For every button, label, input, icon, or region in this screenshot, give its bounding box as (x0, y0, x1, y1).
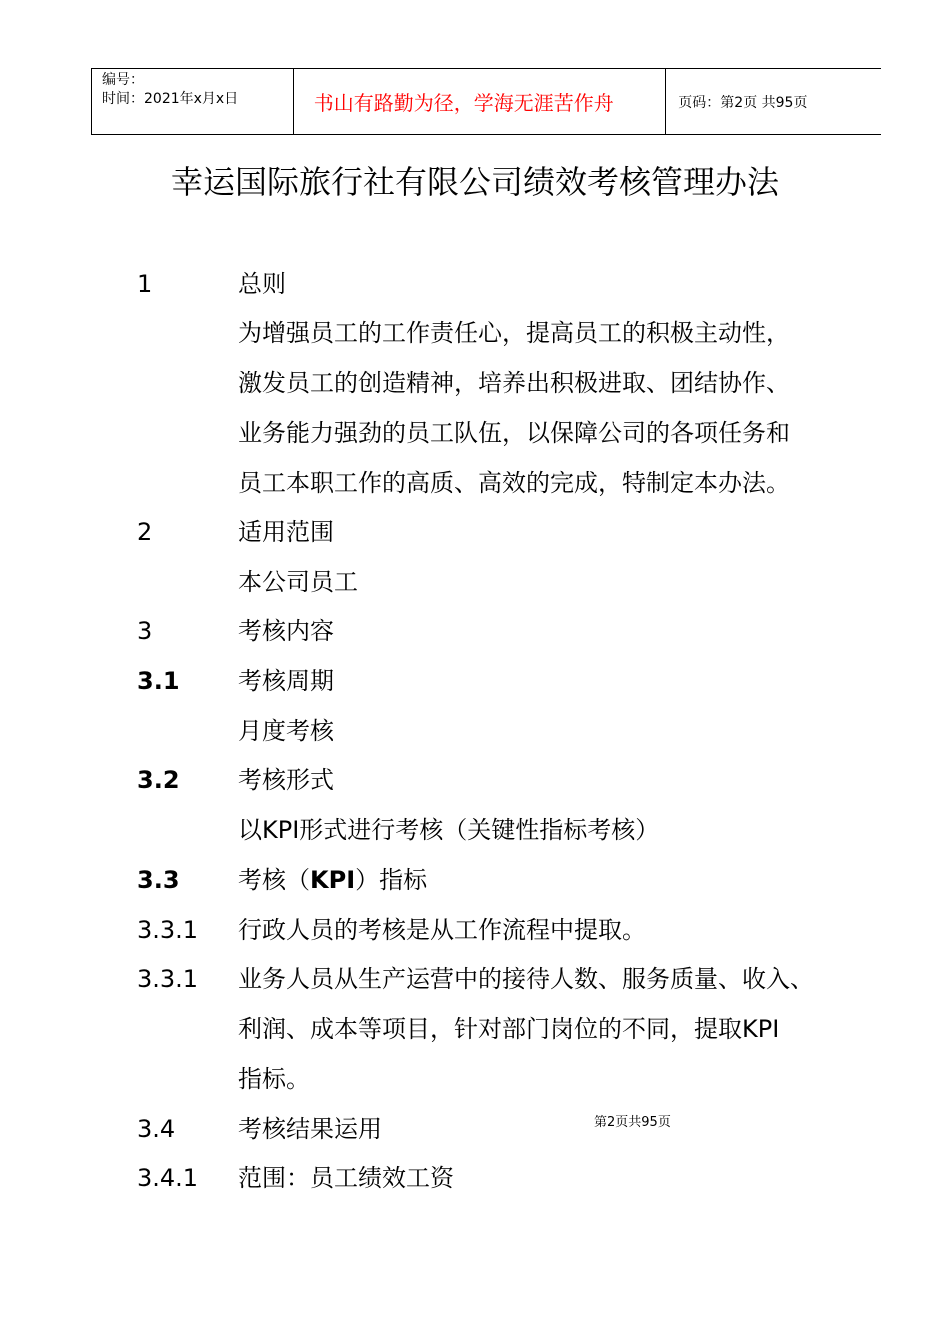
page-info: 页码：第2页 共95页 (678, 95, 808, 111)
section-row (0, 860, 950, 900)
header-meta-cell (92, 69, 294, 134)
time-label: 时间：2021年x月x日 (102, 91, 239, 107)
body-text: 月度考核 (238, 717, 334, 745)
section-heading: 考核内容 (238, 617, 334, 645)
paragraph-line (0, 810, 950, 850)
heading-suffix: ）指标 (355, 866, 428, 894)
section-heading: 考核结果运用 (238, 1115, 382, 1143)
section-row (0, 512, 950, 552)
body-text: 指标。 (238, 1065, 310, 1093)
section-row (0, 959, 950, 999)
body-text: 范围：员工绩效工资 (238, 1164, 454, 1192)
section-row (0, 760, 950, 800)
section-number: 3.1 (137, 667, 180, 695)
body-text: 为增强员工的工作责任心，提高员工的积极主动性， (238, 319, 790, 347)
heading-kpi: KPI (310, 866, 356, 894)
section-number: 2 (137, 518, 153, 546)
section-row (0, 264, 950, 304)
section-number: 1 (137, 270, 153, 298)
section-heading: 考核形式 (238, 766, 334, 794)
section-number: 3.4.1 (137, 1164, 199, 1192)
section-number: 3.3.1 (137, 965, 199, 993)
section-number: 3 (137, 617, 153, 645)
paragraph-line (0, 413, 950, 453)
section-heading: 适用范围 (238, 518, 334, 546)
body-text: 本公司员工 (238, 568, 358, 596)
section-number: 3.2 (137, 766, 180, 794)
paragraph-line (0, 1009, 950, 1049)
body-text: 激发员工的创造精神，培养出积极进取、团结协作、 (238, 369, 790, 397)
paragraph-line (0, 711, 950, 751)
section-row (0, 1158, 950, 1198)
document-title: 幸运国际旅行社有限公司绩效考核管理办法 (170, 163, 779, 201)
heading-prefix: 考核（ (238, 866, 310, 894)
paragraph-line (0, 1059, 950, 1099)
paragraph-line (0, 463, 950, 503)
header-motto-cell (294, 69, 667, 134)
serial-label: 编号： (102, 72, 144, 88)
motto-text: 书山有路勤为径，学海无涯苦作舟 (313, 91, 614, 115)
paragraph-line (0, 363, 950, 403)
page-footer: 第2页共95页 (594, 1115, 671, 1130)
section-row (0, 910, 950, 950)
section-heading: 总则 (238, 270, 286, 298)
body-text: 利润、成本等项目，针对部门岗位的不同，提取KPI (238, 1015, 780, 1043)
section-row (0, 661, 950, 701)
section-row (0, 611, 950, 651)
body-text: 员工本职工作的高质、高效的完成，特制定本办法。 (238, 469, 790, 497)
header-table (91, 68, 881, 135)
header-page-cell (666, 69, 881, 134)
paragraph-line (0, 313, 950, 353)
paragraph-line (0, 562, 950, 602)
body-text: 以KPI形式进行考核（关键性指标考核） (238, 816, 660, 844)
section-row (0, 1109, 950, 1149)
section-number: 3.3 (137, 866, 180, 894)
section-number: 3.3.1 (137, 916, 199, 944)
body-text: 业务能力强劲的员工队伍，以保障公司的各项任务和 (238, 419, 790, 447)
body-text: 业务人员从生产运营中的接待人数、服务质量、收入、 (238, 965, 814, 993)
section-heading (238, 860, 427, 900)
body-text: 行政人员的考核是从工作流程中提取。 (238, 916, 646, 944)
section-number: 3.4 (137, 1115, 176, 1143)
section-heading: 考核周期 (238, 667, 334, 695)
